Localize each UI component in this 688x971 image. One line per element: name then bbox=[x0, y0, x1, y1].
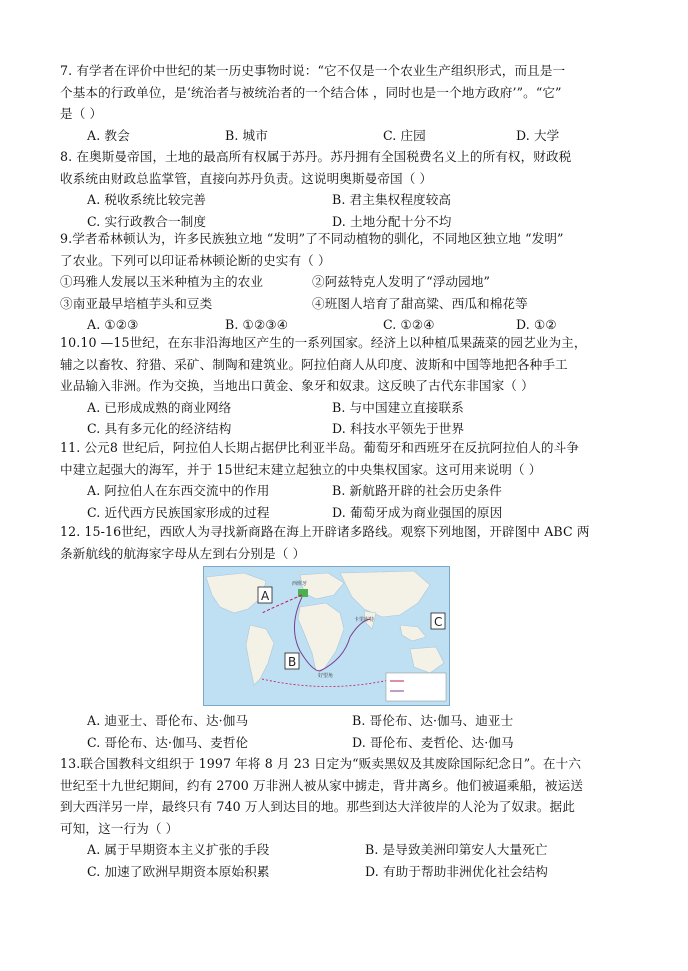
q10-option-c[interactable]: C. 具有多元化的经济结构 bbox=[87, 421, 232, 436]
q7-line3: 是（ ） bbox=[60, 106, 103, 121]
q7-option-a[interactable]: A. 教会 bbox=[87, 127, 130, 143]
q7-option-d[interactable]: D. 大学 bbox=[516, 127, 560, 143]
q7-option-c[interactable]: C. 庄园 bbox=[383, 127, 426, 143]
q13-line4: 可知，这一行为（ ） bbox=[60, 820, 179, 836]
q11-option-c[interactable]: C. 近代西方民族国家形成的过程 bbox=[87, 504, 270, 520]
q9-line1: 9.学者希林顿认为，许多民族独立地 “发明”了不同动植物的驯化，不同地区独立地 “发明” bbox=[60, 231, 564, 246]
q9-item-2: ②阿兹特克人发明了“浮动园地” bbox=[312, 274, 491, 289]
q7-line2: 个基本的行政单位，是‘统治者与被统治者的一个结合体 ，同时也是一个地方政府’”。“它” bbox=[60, 84, 562, 100]
q9-option-a[interactable]: A. ①②③ bbox=[87, 317, 139, 332]
q9-item-3: ③南亚最早培植芋头和豆类 bbox=[60, 295, 213, 311]
question-12 bbox=[60, 521, 632, 564]
q13-option-c[interactable]: C. 加速了欧洲早期资本原始积累 bbox=[87, 863, 270, 879]
q13-line1: 13.联合国教科文组织于 1997 年将 8 月 23 日定为“贩卖黑奴及其废除国际纪念日”。在十六 bbox=[60, 756, 582, 771]
q10-option-d[interactable]: D. 科技水平领先于世界 bbox=[332, 421, 465, 436]
q13-line2: 世纪至十九世纪期间，约有 2700 万非洲人被从家中掳走，背井离乡。他们被逼乘船，被运送 bbox=[60, 777, 584, 793]
label-calicut: 卡里库特 bbox=[354, 617, 375, 623]
question-8 bbox=[60, 146, 632, 232]
q12-option-d[interactable]: D. 哥伦布、麦哲伦、达·伽马 bbox=[352, 734, 514, 750]
q12-option-b[interactable]: B. 哥伦布、达·伽马、迪亚士 bbox=[352, 713, 514, 728]
q8-option-b[interactable]: B. 君主集权程度较高 bbox=[332, 192, 452, 207]
q13-option-a[interactable]: A. 属于早期资本主义扩张的手段 bbox=[87, 842, 270, 857]
q12-option-a[interactable]: A. 迪亚士、哥伦布、达·伽马 bbox=[87, 713, 249, 728]
q9-option-c[interactable]: C. ①②④ bbox=[383, 317, 435, 332]
label-a: A bbox=[261, 589, 270, 603]
q12-option-c[interactable]: C. 哥伦布、达·伽马、麦哲伦 bbox=[87, 734, 249, 750]
question-12-options bbox=[60, 710, 632, 753]
q10-option-a[interactable]: A. 已形成成熟的商业网络 bbox=[87, 399, 232, 415]
route-map bbox=[203, 566, 450, 706]
q11-option-d[interactable]: D. 葡萄牙成为商业强国的原因 bbox=[332, 504, 503, 520]
q8-line1: 8. 在奥斯曼帝国，土地的最高所有权属于苏丹。苏丹拥有全国税费名义上的所有权，财政税 bbox=[60, 149, 572, 164]
q9-item-1: ①玛雅人发展以玉米种植为主的农业 bbox=[60, 274, 264, 289]
q11-option-b[interactable]: B. 新航路开辟的社会历史条件 bbox=[332, 483, 502, 498]
q8-option-d[interactable]: D. 土地分配十分不均 bbox=[332, 213, 452, 229]
route-map-svg bbox=[204, 567, 449, 705]
q13-option-b[interactable]: B. 是导致美洲印第安人大量死亡 bbox=[365, 842, 548, 857]
question-10 bbox=[60, 332, 632, 440]
label-lisbon: 西班牙 bbox=[292, 581, 308, 587]
q9-option-d[interactable]: D. ①② bbox=[516, 317, 557, 332]
q9-item-4: ④班图人培育了甜高粱、西瓜和棉花等 bbox=[312, 295, 528, 311]
question-9 bbox=[60, 228, 632, 336]
label-b: B bbox=[288, 655, 297, 669]
q12-line1: 12. 15-16世纪，西欧人为寻找新商路在海上开辟诸多路线。观察下列地图，开辟图中 ABC 两 bbox=[60, 524, 590, 539]
q13-option-d[interactable]: D. 有助于帮助非洲优化社会结构 bbox=[365, 863, 548, 879]
q7-line1: 7. 有学者在评价中世纪的某一历史事物时说：“它不仅是一个农业生产组织形式，而且是一 bbox=[60, 63, 566, 78]
q9-option-b[interactable]: B. ①②③④ bbox=[225, 317, 289, 332]
question-11 bbox=[60, 437, 632, 523]
question-13 bbox=[60, 753, 632, 882]
q13-line3: 到大西洋另一岸，最终只有 740 万人到达目的地。那些到达大洋彼岸的人沦为了奴隶。据此 bbox=[60, 799, 575, 814]
label-c: C bbox=[434, 615, 443, 629]
q11-line1: 11. 公元8 世纪后，阿拉伯人长期占据伊比利亚半岛。葡萄牙和西班牙在反抗阿拉伯人的斗争 bbox=[60, 440, 580, 455]
q10-line1: 10.10 —15世纪，在东非沿海地区产生的一系列国家。经济上以种植瓜果蔬菜的园艺业为主， bbox=[60, 335, 587, 350]
q12-line2: 条新航线的航海家字母从左到右分别是（ ） bbox=[60, 545, 306, 561]
q7-option-b[interactable]: B. 城市 bbox=[225, 127, 268, 143]
q8-option-c[interactable]: C. 实行政教合一制度 bbox=[87, 213, 207, 229]
q9-line2: 了农业。下列可以印证希林顿论断的史实有（ ） bbox=[60, 252, 331, 268]
question-7 bbox=[60, 60, 632, 146]
legend-box bbox=[386, 673, 446, 701]
q10-option-b[interactable]: B. 与中国建立直接联系 bbox=[332, 399, 464, 415]
q8-option-a[interactable]: A. 税收系统比较完善 bbox=[87, 192, 206, 207]
q11-option-a[interactable]: A. 阿拉伯人在东西交流中的作用 bbox=[87, 483, 270, 498]
q10-line2: 辅之以畜牧、狩猎、采矿、制陶和建筑业。阿拉伯商人从印度、波斯和中国等地把各种手工 bbox=[60, 356, 568, 372]
q8-line2: 收系统由财政总监掌管，直接向苏丹负责。这说明奥斯曼帝国（ ） bbox=[60, 170, 433, 186]
q11-line2: 中建立起强大的海军，并于 15世纪末建立起独立的中央集权国家。这可用来说明（ ） bbox=[60, 461, 542, 477]
label-cape: 好望角 bbox=[318, 673, 334, 679]
q10-line3: 业品输入非洲。作为交换，当地出口黄金、象牙和奴隶。这反映了古代东非国家（ ） bbox=[60, 378, 534, 393]
